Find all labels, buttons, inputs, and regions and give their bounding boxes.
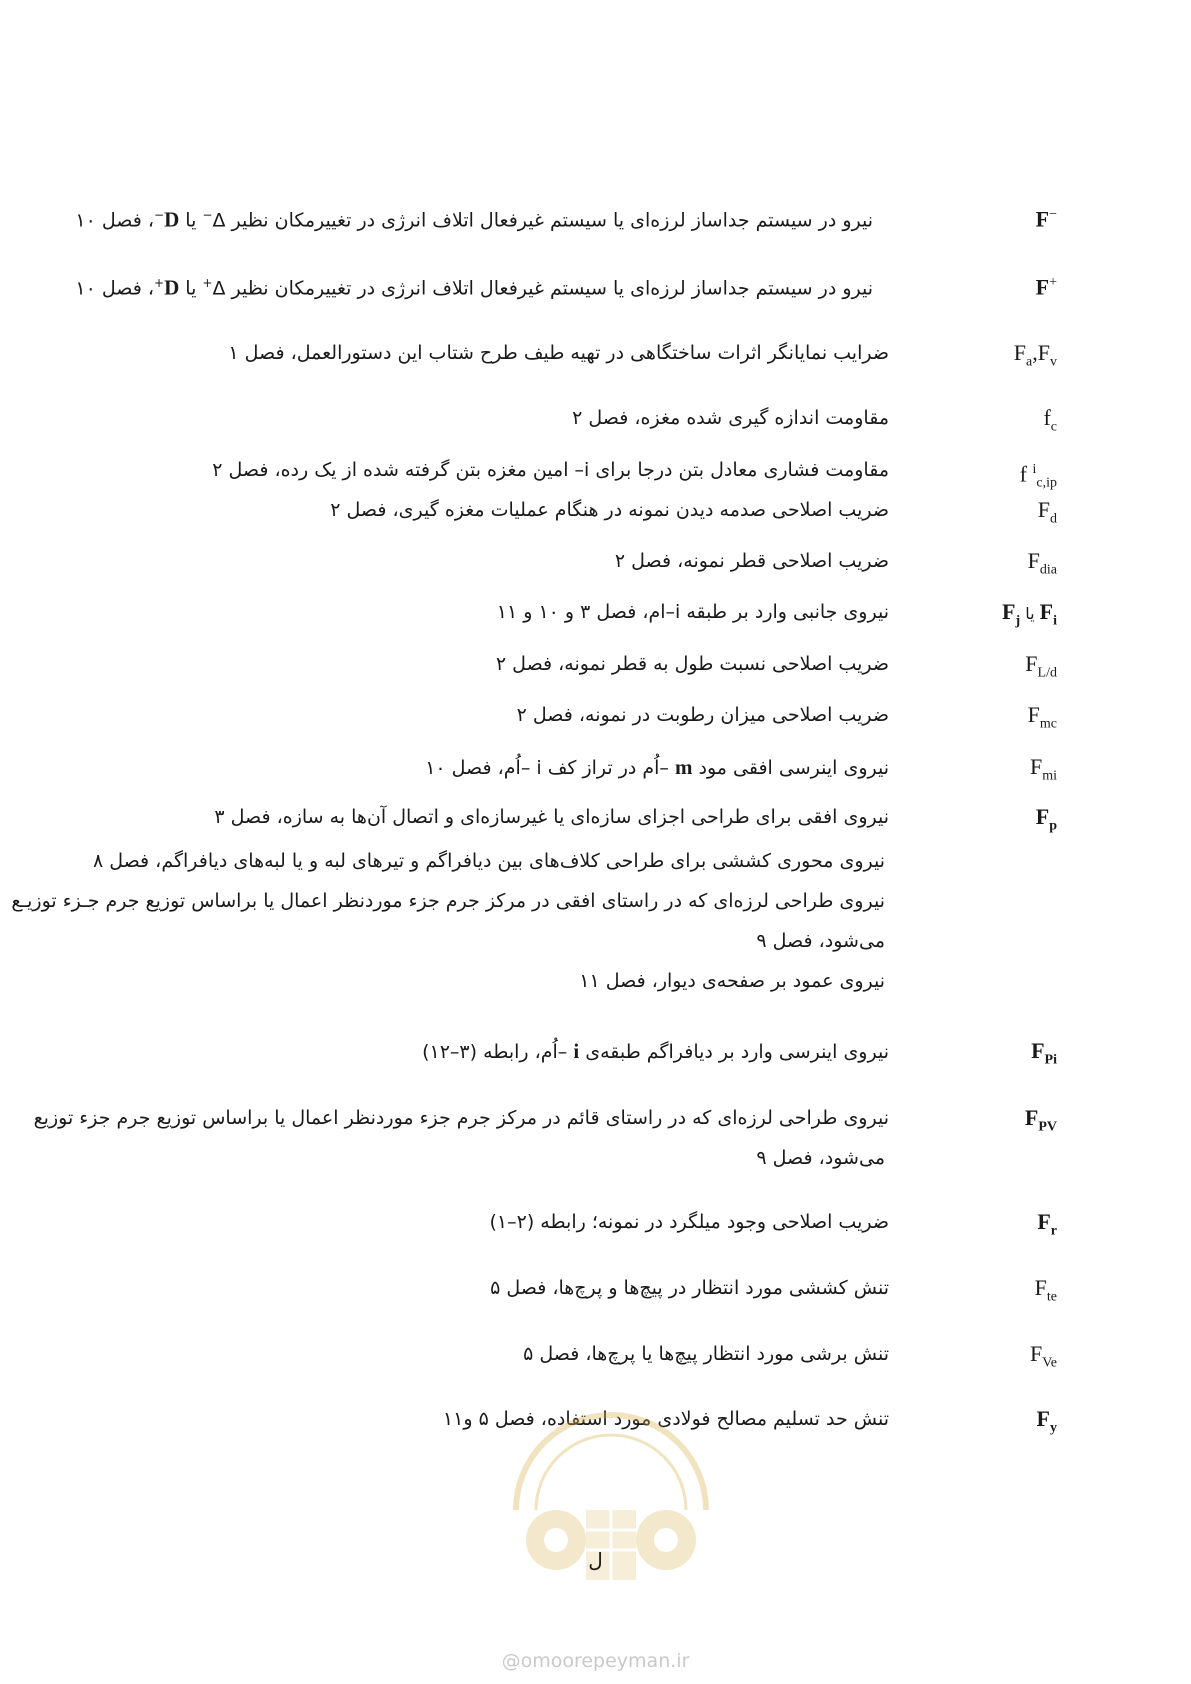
symbol: $F_y$ [1036, 1406, 1057, 1436]
fp-definition-2: نیروی محوری کششی برای طراحی کلاف‌های بین دیافراگم و تیرهای لبه و یا لبه‌های دیافراگم، فصل ۸ [92, 850, 885, 872]
definition: نیروی جانبی وارد بر طبقه i–ام، فصل ۳ و ۱۰ و ۱۱ [496, 601, 889, 623]
symbol: $F_{mc}$ [1027, 702, 1057, 732]
symbol: F− [1035, 206, 1057, 232]
fpv-definition-cont: می‌شود، فصل ۹ [756, 1147, 885, 1169]
definition: نیروی اینرسی وارد بر دیافراگم طبقه‌ی i –اُم، رابطه (۳–۱۲) [422, 1039, 889, 1063]
definition: نیروی اینرسی افقی مود m –اُم در تراز کف i –اُم، فصل ۱۰ [425, 755, 889, 779]
definition: تنش کششی مورد انتظار در پیچ‌ها و پرچ‌ها، فصل ۵ [490, 1277, 889, 1299]
symbol: $F_{PV}$ [1024, 1105, 1057, 1135]
symbol: $F_{mi}$ [1029, 754, 1057, 784]
symbol: $f_c$ [1043, 405, 1057, 435]
fp-definition-3: نیروی طراحی لرزه‌ای که در راستای افقی در مرکز جرم جزء موردنظر اعمال یا براساس توزیع جرم جـزء توزیـع [11, 890, 885, 912]
fp-definition-3-cont: می‌شود، فصل ۹ [756, 930, 885, 952]
symbol: $F_d$ [1037, 497, 1057, 527]
symbol: $F_{Ve}$ [1029, 1341, 1057, 1371]
definition: ضریب اصلاحی صدمه دیدن نمونه در هنگام عملیات مغزه گیری، فصل ۲ [330, 499, 889, 521]
definition: مقاومت فشاری معادل بتن درجا برای i– امین مغزه بتن گرفته شده از یک رده، فصل ۲ [212, 459, 889, 481]
page-number: ل [588, 1548, 603, 1572]
definition: ضریب اصلاحی وجود میلگرد در نمونه؛ رابطه (۲–۱) [489, 1211, 889, 1233]
watermark-url: @omoorepeyman.ir [501, 1650, 690, 1672]
definition: تنش حد تسلیم مصالح فولادی مورد استفاده، فصل ۵ و۱۱ [442, 1408, 889, 1430]
symbol: $F_{dia}$ [1027, 548, 1057, 578]
definition: نیرو در سیستم جداساز لرزه‌ای یا سیستم غیرفعال اتلاف انرژی در تغییرمکان نظیر Δ+ یا D+، فصل ۱۰ [75, 275, 873, 300]
definition: ضرایب نمایانگر اثرات ساختگاهی در تهیه طیف طرح شتاب این دستورالعمل، فصل ۱ [228, 342, 889, 364]
symbol: $F_r$ [1037, 1209, 1057, 1239]
symbol: $F_p$ [1035, 804, 1057, 834]
symbol: $F_{te}$ [1034, 1275, 1057, 1305]
definition: نیرو در سیستم جداساز لرزه‌ای یا سیستم غیرفعال اتلاف انرژی در تغییرمکان نظیر Δ− یا D−، فصل ۱۰ [75, 207, 873, 232]
symbol: $F_{Pi}$ [1031, 1038, 1057, 1068]
definition: نیروی افقی برای طراحی اجزای سازه‌ای یا غیرسازه‌ای و اتصال آن‌ها به سازه، فصل ۳ [214, 806, 889, 828]
symbol: $F_{L/d}$ [1025, 651, 1057, 681]
symbol: F+ [1035, 274, 1057, 300]
fp-definition-4: نیروی عمود بر صفحه‌ی دیوار، فصل ۱۱ [579, 970, 885, 992]
definition: مقاومت اندازه گیری شده مغزه، فصل ۲ [572, 407, 889, 429]
symbol: $F_a,F_v$ [1013, 340, 1057, 370]
definition: نیروی طراحی لرزه‌ای که در راستای قائم در مرکز جرم جزء موردنظر اعمال یا براساس توزیع جرم جزء توزیع [33, 1107, 889, 1129]
definition: تنش برشی مورد انتظار پیچ‌ها یا پرچ‌ها، فصل ۵ [523, 1343, 889, 1365]
symbol: f $^i_{c,ip}$ [1019, 461, 1057, 491]
definition: ضریب اصلاحی قطر نمونه، فصل ۲ [614, 550, 889, 572]
symbol: $F_i$ یا $F_j$ [1002, 599, 1057, 629]
definition: ضریب اصلاحی میزان رطوبت در نمونه، فصل ۲ [516, 704, 889, 726]
definition: ضریب اصلاحی نسبت طول به قطر نمونه، فصل ۲ [495, 653, 889, 675]
